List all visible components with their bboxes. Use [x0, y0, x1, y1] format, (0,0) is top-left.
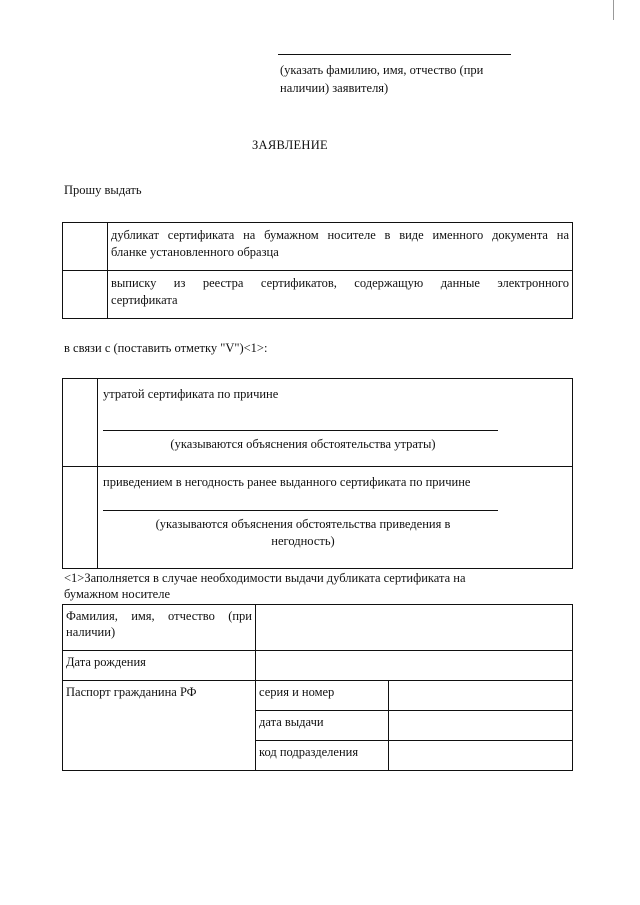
birth-date-row — [63, 651, 573, 681]
request-option-extract-line2: сертификата — [111, 292, 178, 307]
applicant-caption — [280, 61, 520, 97]
fio-label — [63, 605, 256, 651]
request-option-extract-checkbox[interactable] — [63, 271, 108, 319]
reason-damage-hint-line1: (указываются объяснения обстоятельства приведения в — [155, 517, 451, 532]
request-option-duplicate-line2: бланке установленного образца — [111, 244, 279, 259]
footnote-line1: <1>Заполняется в случае необходимости выдачи дубликата сертификата на — [64, 571, 466, 585]
request-options-table — [62, 222, 573, 319]
reason-loss-fill-line[interactable] — [103, 430, 498, 431]
reason-loss-checkbox[interactable] — [63, 379, 98, 467]
applicant-caption-line2: наличии) заявителя) — [280, 81, 389, 96]
request-option-duplicate-line1: дубликат сертификата на бумажном носителе в виде именного документа на — [111, 228, 569, 242]
reason-lead: в связи с (поставить отметку "V")<1>: — [64, 341, 268, 355]
issue-date-field[interactable] — [389, 711, 573, 741]
page-edge-mark — [613, 0, 614, 20]
department-code-field[interactable] — [389, 741, 573, 771]
birth-date-field[interactable] — [256, 651, 573, 681]
request-option-duplicate — [63, 223, 573, 271]
reason-loss — [63, 379, 573, 467]
reason-damage-hint-line2: негодность) — [271, 533, 335, 548]
passport-label: Паспорт гражданина РФ — [63, 681, 256, 771]
request-lead: Прошу выдать — [64, 183, 142, 197]
reason-damage-text: приведением в негодность ранее выданного сертификата по причине — [103, 475, 471, 489]
applicant-name-line — [278, 54, 511, 55]
request-option-extract-line1: выписку из реестра сертификатов, содержащую данные электронного — [111, 276, 569, 290]
reasons-table — [62, 378, 573, 569]
reason-damage — [63, 467, 573, 569]
fio-label-line1: Фамилия, имя, отчество (при — [66, 609, 252, 623]
fio-row — [63, 605, 573, 651]
request-option-extract-text — [108, 271, 573, 319]
series-number-label: серия и номер — [256, 681, 389, 711]
issue-date-label: дата выдачи — [256, 711, 389, 741]
reason-damage-hint — [103, 516, 503, 549]
applicant-caption-line1: (указать фамилию, имя, отчество (при — [280, 63, 484, 77]
reason-damage-checkbox[interactable] — [63, 467, 98, 569]
passport-series-row — [63, 681, 573, 711]
request-option-duplicate-checkbox[interactable] — [63, 223, 108, 271]
footnote-line2: бумажном носителе — [64, 587, 170, 602]
document-title: ЗАЯВЛЕНИЕ — [252, 138, 328, 152]
department-code-label: код подразделения — [256, 741, 389, 771]
request-option-duplicate-text — [108, 223, 573, 271]
series-number-field[interactable] — [389, 681, 573, 711]
fio-field[interactable] — [256, 605, 573, 651]
reason-damage-fill-line[interactable] — [103, 510, 498, 511]
birth-date-label: Дата рождения — [63, 651, 256, 681]
reason-loss-text: утратой сертификата по причине — [103, 387, 279, 401]
reason-loss-hint: (указываются объяснения обстоятельства утраты) — [170, 437, 436, 452]
fio-label-line2: наличии) — [66, 625, 116, 640]
footnote — [64, 570, 564, 603]
reason-loss-cell — [98, 379, 573, 467]
personal-data-table — [62, 604, 573, 771]
request-option-extract — [63, 271, 573, 319]
reason-damage-cell — [98, 467, 573, 569]
